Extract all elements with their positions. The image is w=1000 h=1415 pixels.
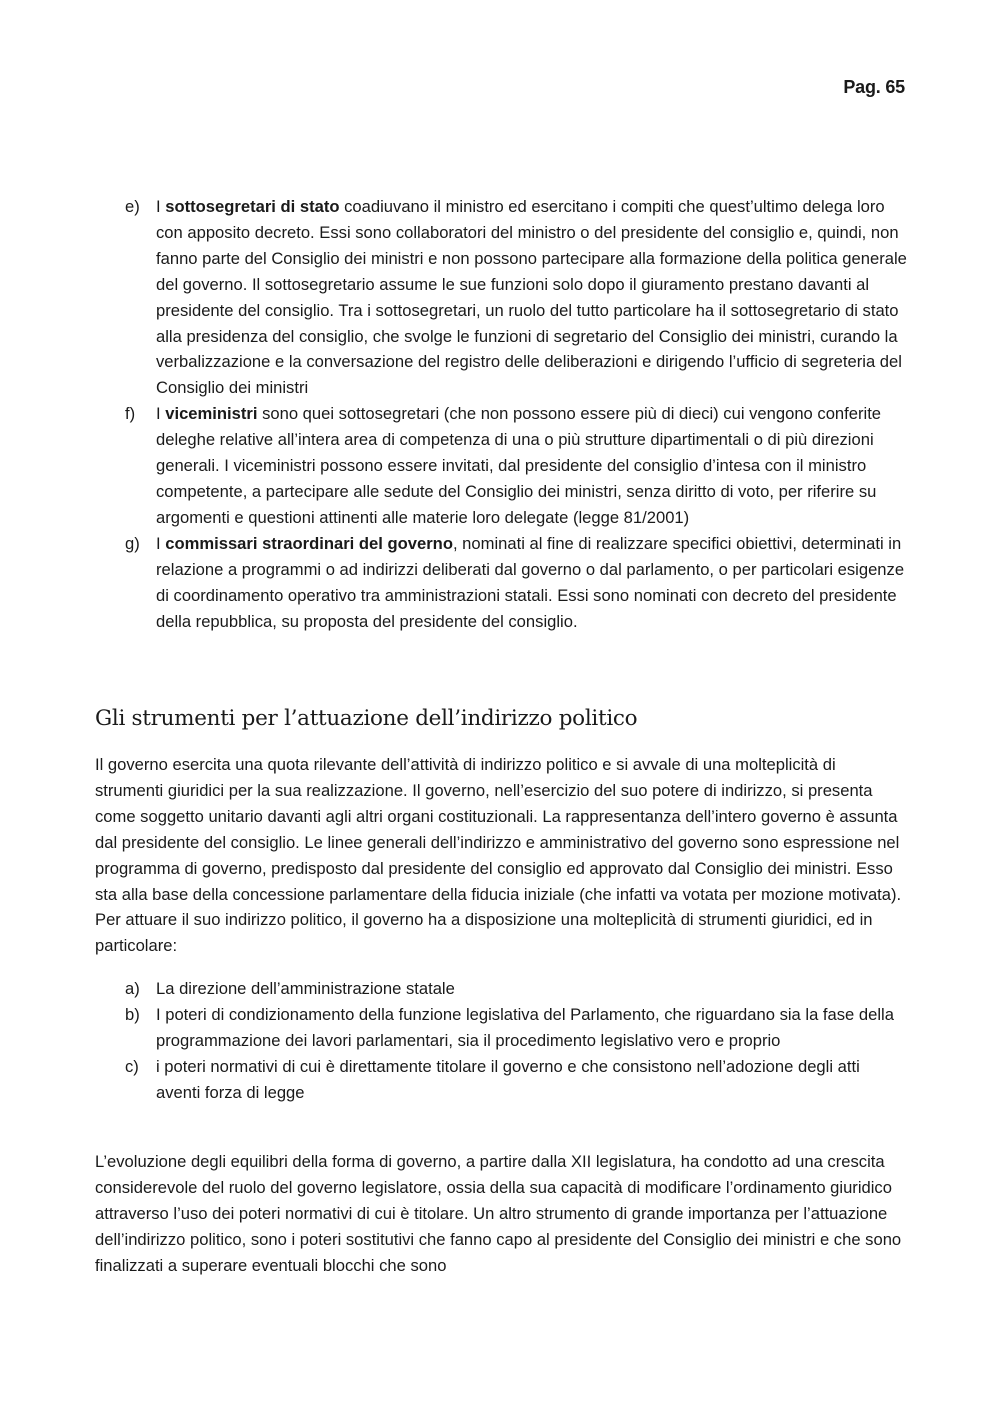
list-item-lead: I <box>156 533 166 553</box>
officials-list <box>95 194 907 634</box>
list-marker: a) <box>125 979 140 998</box>
list-item-description: , nominati al fine di realizzare specifici obiettivi, determinati in relazione a programmi o ad indirizzi deliberati dal governo o dal parlamento, o per particolari esigenze di coordinamento operativo tra amministrazioni statali. Essi sono nominati con decreto del presidente della repubblica, su proposta del presidente del consiglio. <box>156 533 905 631</box>
list-item-term: commissari straordinari del governo <box>165 533 453 553</box>
page-number: Pag. 65 <box>843 77 905 97</box>
list-item-direzione <box>95 976 907 1002</box>
instruments-list <box>95 976 907 1106</box>
list-item-description: coadiuvano il ministro ed esercitano i compiti che quest’ultimo delega loro con apposito decreto. Essi sono collaboratori del ministro o del presidente del consiglio e, quindi, non fanno parte del Consiglio dei ministri e non possono partecipare alla formazione della politica generale del governo. Il sottosegretario assume le sue funzioni solo dopo il giuramento prestano davanti al presidente del consiglio. Tra i sottosegretari, un ruolo del tutto particolare ha il sottosegretario di stato alla presidenza del consiglio, che svolge le funzioni di segretario del Consiglio dei ministri, curando la verbalizzazione e la conversazione del registro delle deliberazioni e dirigendo l’ufficio di segreteria del Consiglio dei ministri <box>156 197 907 398</box>
list-item-text <box>156 194 907 401</box>
list-item-term: sottosegretari di stato <box>165 197 340 216</box>
list-item-lead: I <box>156 404 166 424</box>
list-marker: g) <box>125 533 140 553</box>
list-item-text: i poteri normativi di cui è direttamente titolare il governo e che consistono nell’adozione degli atti aventi forza di legge <box>156 1056 860 1102</box>
list-item-text: I poteri di condizionamento della funzione legislativa del Parlamento, che riguardano sia la fase della programmazione dei lavori parlamentari, sia il procedimento legislativo vero e proprio <box>156 1004 894 1050</box>
list-item-lead: I <box>156 197 166 216</box>
list-item-poteri-condizionamento <box>95 1002 907 1054</box>
list-item-poteri-normativi <box>95 1054 907 1106</box>
list-marker: e) <box>125 197 140 216</box>
list-item-text <box>156 531 907 635</box>
list-item-sottosegretari <box>95 194 907 401</box>
closing-paragraph: L’evoluzione degli equilibri della forma di governo, a partire dalla XII legislatura, ha condotto ad una crescita considerevole del ruolo del governo legislatore, ossia della sua capacità di modificare l’ordinamento giuridico attraverso l’uso dei poteri normativi di cui è titolare. Un altro strumento di grande importanza per l’attuazione dell’indirizzo politico, sono i poteri sostitutivi che fanno capo al presidente del Consiglio dei ministri e che sono finalizzati a superare eventuali blocchi che sono <box>95 1152 902 1275</box>
list-marker: f) <box>125 404 136 424</box>
list-item-commissari <box>95 531 907 635</box>
list-item-viceministri <box>95 401 907 531</box>
list-marker: c) <box>125 1056 139 1076</box>
intro-paragraph: Il governo esercita una quota rilevante dell’attività di indirizzo politico e si avvale di una molteplicità di strumenti giuridici per la sua realizzazione. Il governo, nell’esercizio del suo potere di indirizzo, si presenta come soggetto unitario davanti agli altri organi costituzionali. La rappresentanza dell’intero governo è assunta dal presidente del consiglio. Le linee generali dell’indirizzo e amministrativo del governo sono espressione nel programma di governo, predisposto dal presidente del consiglio ed approvato dal Consiglio dei ministri. Esso sta alla base della concessione parlamentare della fiducia iniziale (che infatti va votata per mozione motivata). Per attuare il suo indirizzo politico, il governo ha a disposizione una molteplicità di strumenti giuridici, ed in particolare: <box>95 755 902 956</box>
list-item-text: La direzione dell’amministrazione statale <box>156 979 455 998</box>
list-item-term: viceministri <box>165 404 258 424</box>
list-item-text <box>156 401 907 531</box>
list-item-description: sono quei sottosegretari (che non possono essere più di dieci) cui vengono conferite deleghe relative all’intera area di competenza di una o più strutture dipartimentali o di più direzioni generali. I viceministri possono essere invitati, dal presidente del consiglio d’intesa con il ministro competente, a partecipare alle sedute del Consiglio dei ministri, senza diritto di voto, per riferire su argomenti e questioni attinenti alle materie loro delegate (legge 81/2001) <box>156 404 882 527</box>
list-marker: b) <box>125 1004 140 1024</box>
section-heading: Gli strumenti per l’attuazione dell’indirizzo politico <box>95 706 638 731</box>
